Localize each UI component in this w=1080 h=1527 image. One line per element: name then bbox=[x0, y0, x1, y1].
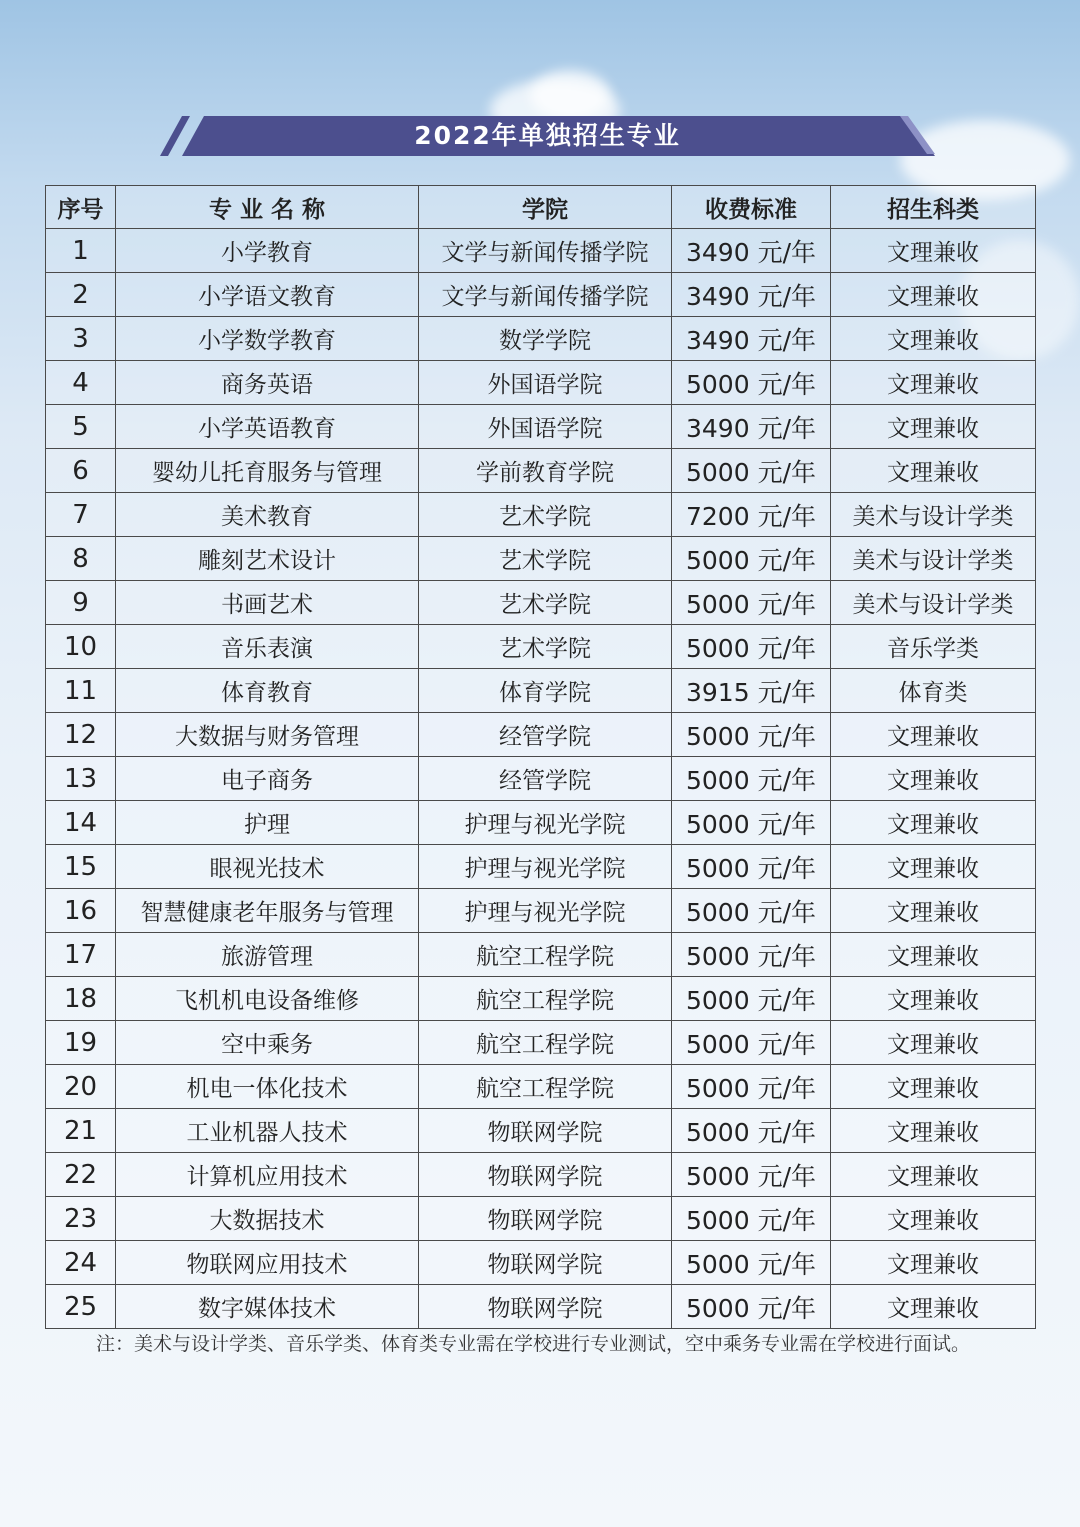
cell-index: 10 bbox=[46, 625, 116, 669]
cell-college: 艺术学院 bbox=[419, 537, 672, 581]
table-row bbox=[46, 933, 1036, 977]
cell-fee: 5000 元/年 bbox=[672, 1065, 831, 1109]
table-row bbox=[46, 977, 1036, 1021]
cell-index: 12 bbox=[46, 713, 116, 757]
table-row bbox=[46, 361, 1036, 405]
cell-index: 22 bbox=[46, 1153, 116, 1197]
cell-category: 音乐学类 bbox=[831, 625, 1036, 669]
cell-college: 航空工程学院 bbox=[419, 933, 672, 977]
cell-index: 4 bbox=[46, 361, 116, 405]
table-row bbox=[46, 1153, 1036, 1197]
cell-college: 经管学院 bbox=[419, 713, 672, 757]
cell-college: 艺术学院 bbox=[419, 581, 672, 625]
title-banner bbox=[160, 116, 935, 156]
page-title: 2022年单独招生专业 bbox=[414, 121, 681, 150]
cell-fee: 5000 元/年 bbox=[672, 449, 831, 493]
cell-category: 美术与设计学类 bbox=[831, 581, 1036, 625]
table-row bbox=[46, 1109, 1036, 1153]
cell-fee: 5000 元/年 bbox=[672, 757, 831, 801]
cell-college: 学前教育学院 bbox=[419, 449, 672, 493]
table-row bbox=[46, 493, 1036, 537]
header-college: 学院 bbox=[419, 186, 672, 229]
cell-fee: 3490 元/年 bbox=[672, 317, 831, 361]
cell-index: 24 bbox=[46, 1241, 116, 1285]
cell-category: 文理兼收 bbox=[831, 977, 1036, 1021]
table-row bbox=[46, 1021, 1036, 1065]
cell-index: 9 bbox=[46, 581, 116, 625]
cell-category: 体育类 bbox=[831, 669, 1036, 713]
cell-category: 文理兼收 bbox=[831, 229, 1036, 273]
cell-index: 3 bbox=[46, 317, 116, 361]
cell-college: 物联网学院 bbox=[419, 1241, 672, 1285]
cell-category: 文理兼收 bbox=[831, 1109, 1036, 1153]
cell-major: 机电一体化技术 bbox=[116, 1065, 419, 1109]
header-fee: 收费标准 bbox=[672, 186, 831, 229]
cell-college: 护理与视光学院 bbox=[419, 889, 672, 933]
cell-fee: 5000 元/年 bbox=[672, 933, 831, 977]
cell-index: 25 bbox=[46, 1285, 116, 1329]
cell-index: 6 bbox=[46, 449, 116, 493]
cell-category: 文理兼收 bbox=[831, 1021, 1036, 1065]
cell-index: 19 bbox=[46, 1021, 116, 1065]
table-row bbox=[46, 449, 1036, 493]
cell-category: 文理兼收 bbox=[831, 317, 1036, 361]
cell-index: 5 bbox=[46, 405, 116, 449]
cell-major: 工业机器人技术 bbox=[116, 1109, 419, 1153]
table-row bbox=[46, 845, 1036, 889]
cloud-decoration bbox=[530, 70, 610, 120]
cell-college: 航空工程学院 bbox=[419, 1021, 672, 1065]
cell-index: 1 bbox=[46, 229, 116, 273]
table-row bbox=[46, 1285, 1036, 1329]
cell-index: 18 bbox=[46, 977, 116, 1021]
cell-category: 文理兼收 bbox=[831, 361, 1036, 405]
cell-fee: 7200 元/年 bbox=[672, 493, 831, 537]
cell-major: 书画艺术 bbox=[116, 581, 419, 625]
cell-major: 商务英语 bbox=[116, 361, 419, 405]
cell-major: 护理 bbox=[116, 801, 419, 845]
cell-fee: 5000 元/年 bbox=[672, 889, 831, 933]
table-header-row bbox=[46, 186, 1036, 229]
cell-fee: 5000 元/年 bbox=[672, 977, 831, 1021]
cell-fee: 5000 元/年 bbox=[672, 625, 831, 669]
cell-index: 21 bbox=[46, 1109, 116, 1153]
cell-college: 物联网学院 bbox=[419, 1153, 672, 1197]
table-row bbox=[46, 405, 1036, 449]
cell-major: 空中乘务 bbox=[116, 1021, 419, 1065]
cell-category: 文理兼收 bbox=[831, 757, 1036, 801]
cell-index: 8 bbox=[46, 537, 116, 581]
table-body bbox=[46, 229, 1036, 1329]
table-row bbox=[46, 625, 1036, 669]
cell-index: 15 bbox=[46, 845, 116, 889]
cell-college: 外国语学院 bbox=[419, 405, 672, 449]
cell-category: 文理兼收 bbox=[831, 1197, 1036, 1241]
cell-major: 大数据技术 bbox=[116, 1197, 419, 1241]
cell-college: 护理与视光学院 bbox=[419, 845, 672, 889]
cell-category: 文理兼收 bbox=[831, 713, 1036, 757]
cell-major: 美术教育 bbox=[116, 493, 419, 537]
table-row bbox=[46, 581, 1036, 625]
cell-major: 电子商务 bbox=[116, 757, 419, 801]
cell-fee: 5000 元/年 bbox=[672, 581, 831, 625]
cell-index: 23 bbox=[46, 1197, 116, 1241]
cell-category: 文理兼收 bbox=[831, 1241, 1036, 1285]
cell-college: 经管学院 bbox=[419, 757, 672, 801]
majors-table bbox=[45, 185, 1036, 1329]
cell-fee: 5000 元/年 bbox=[672, 1241, 831, 1285]
cell-category: 文理兼收 bbox=[831, 933, 1036, 977]
table-row bbox=[46, 801, 1036, 845]
cell-college: 物联网学院 bbox=[419, 1197, 672, 1241]
cell-college: 体育学院 bbox=[419, 669, 672, 713]
cell-fee: 5000 元/年 bbox=[672, 801, 831, 845]
cell-major: 旅游管理 bbox=[116, 933, 419, 977]
cell-major: 小学教育 bbox=[116, 229, 419, 273]
cell-index: 13 bbox=[46, 757, 116, 801]
cell-fee: 5000 元/年 bbox=[672, 361, 831, 405]
table-row bbox=[46, 713, 1036, 757]
footnote: 注：美术与设计学类、音乐学类、体育类专业需在学校进行专业测试，空中乘务专业需在学校进行面试。 bbox=[96, 1333, 971, 1355]
header-index: 序号 bbox=[46, 186, 116, 229]
table-row bbox=[46, 317, 1036, 361]
cell-fee: 5000 元/年 bbox=[672, 713, 831, 757]
cell-category: 文理兼收 bbox=[831, 449, 1036, 493]
cell-category: 文理兼收 bbox=[831, 801, 1036, 845]
cell-index: 2 bbox=[46, 273, 116, 317]
table-row bbox=[46, 889, 1036, 933]
cell-major: 数字媒体技术 bbox=[116, 1285, 419, 1329]
cell-index: 7 bbox=[46, 493, 116, 537]
cell-major: 小学语文教育 bbox=[116, 273, 419, 317]
cell-fee: 5000 元/年 bbox=[672, 1109, 831, 1153]
cell-category: 文理兼收 bbox=[831, 1065, 1036, 1109]
cell-college: 文学与新闻传播学院 bbox=[419, 273, 672, 317]
table-row bbox=[46, 1065, 1036, 1109]
cell-college: 文学与新闻传播学院 bbox=[419, 229, 672, 273]
cell-major: 雕刻艺术设计 bbox=[116, 537, 419, 581]
cell-major: 音乐表演 bbox=[116, 625, 419, 669]
cell-category: 文理兼收 bbox=[831, 889, 1036, 933]
cell-category: 美术与设计学类 bbox=[831, 537, 1036, 581]
cell-index: 17 bbox=[46, 933, 116, 977]
cell-fee: 3915 元/年 bbox=[672, 669, 831, 713]
cell-college: 护理与视光学院 bbox=[419, 801, 672, 845]
cell-fee: 3490 元/年 bbox=[672, 405, 831, 449]
cell-major: 婴幼儿托育服务与管理 bbox=[116, 449, 419, 493]
cell-fee: 3490 元/年 bbox=[672, 229, 831, 273]
cell-fee: 5000 元/年 bbox=[672, 1285, 831, 1329]
cell-college: 数学学院 bbox=[419, 317, 672, 361]
cell-fee: 5000 元/年 bbox=[672, 1153, 831, 1197]
cell-fee: 5000 元/年 bbox=[672, 845, 831, 889]
cell-category: 文理兼收 bbox=[831, 1285, 1036, 1329]
cell-college: 物联网学院 bbox=[419, 1109, 672, 1153]
cell-major: 体育教育 bbox=[116, 669, 419, 713]
cell-category: 文理兼收 bbox=[831, 273, 1036, 317]
cell-major: 物联网应用技术 bbox=[116, 1241, 419, 1285]
table-row bbox=[46, 1241, 1036, 1285]
cell-major: 小学数学教育 bbox=[116, 317, 419, 361]
cell-major: 智慧健康老年服务与管理 bbox=[116, 889, 419, 933]
cell-college: 艺术学院 bbox=[419, 625, 672, 669]
header-category: 招生科类 bbox=[831, 186, 1036, 229]
table-row bbox=[46, 229, 1036, 273]
cell-index: 16 bbox=[46, 889, 116, 933]
table-row bbox=[46, 1197, 1036, 1241]
header-major: 专 业 名 称 bbox=[116, 186, 419, 229]
cell-major: 大数据与财务管理 bbox=[116, 713, 419, 757]
cell-fee: 5000 元/年 bbox=[672, 1021, 831, 1065]
cell-fee: 5000 元/年 bbox=[672, 537, 831, 581]
cell-category: 文理兼收 bbox=[831, 845, 1036, 889]
cell-major: 眼视光技术 bbox=[116, 845, 419, 889]
cell-college: 航空工程学院 bbox=[419, 977, 672, 1021]
cell-category: 文理兼收 bbox=[831, 1153, 1036, 1197]
cell-category: 美术与设计学类 bbox=[831, 493, 1036, 537]
table-row bbox=[46, 273, 1036, 317]
cell-college: 航空工程学院 bbox=[419, 1065, 672, 1109]
cell-college: 艺术学院 bbox=[419, 493, 672, 537]
table-row bbox=[46, 537, 1036, 581]
cell-college: 物联网学院 bbox=[419, 1285, 672, 1329]
cell-college: 外国语学院 bbox=[419, 361, 672, 405]
cell-major: 飞机机电设备维修 bbox=[116, 977, 419, 1021]
table-row bbox=[46, 757, 1036, 801]
cell-fee: 5000 元/年 bbox=[672, 1197, 831, 1241]
cell-major: 小学英语教育 bbox=[116, 405, 419, 449]
cell-index: 14 bbox=[46, 801, 116, 845]
cell-index: 11 bbox=[46, 669, 116, 713]
cell-index: 20 bbox=[46, 1065, 116, 1109]
cell-major: 计算机应用技术 bbox=[116, 1153, 419, 1197]
cell-category: 文理兼收 bbox=[831, 405, 1036, 449]
cell-fee: 3490 元/年 bbox=[672, 273, 831, 317]
table-row bbox=[46, 669, 1036, 713]
